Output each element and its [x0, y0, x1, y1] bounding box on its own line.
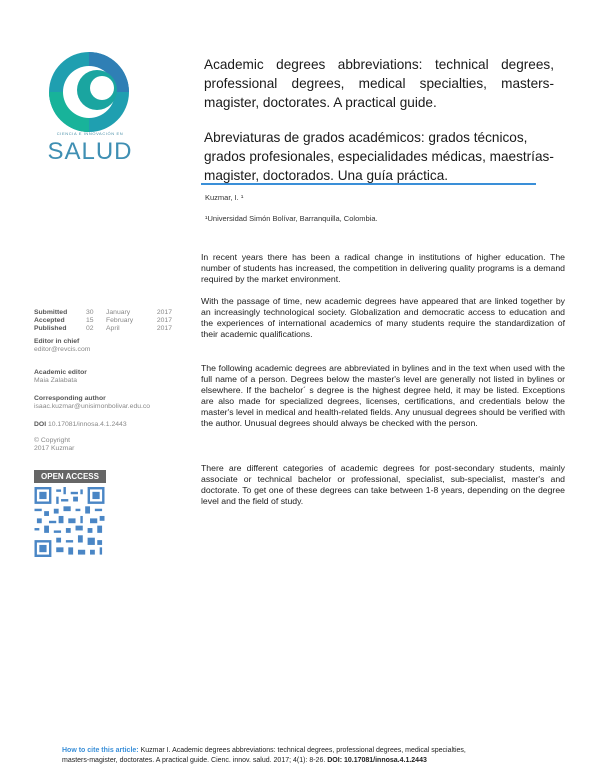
date-month: January — [106, 309, 131, 316]
academic-editor-label: Academic editor — [34, 369, 87, 376]
date-day: 02 — [86, 325, 94, 333]
editor-in-chief — [34, 338, 90, 354]
academic-editor-name: Maia Zalabata — [34, 377, 78, 385]
date-month: April — [106, 325, 120, 333]
citation-text-2: masters-magister, doctorates. A practical guide. Cienc. innov. salud. 2017; 4(1): 8-26. — [62, 757, 326, 764]
date-label: Accepted — [34, 317, 65, 325]
copyright-holder: 2017 Kuzmar — [34, 445, 75, 453]
date-year: 2017 — [156, 317, 172, 325]
academic-editor — [34, 369, 87, 385]
date-month: February — [106, 317, 134, 325]
date-row-accepted — [34, 317, 174, 325]
affiliation-line: ¹Universidad Simón Bolívar, Barranquilla, Colombia. — [205, 214, 378, 223]
date-day: 15 — [86, 317, 94, 325]
doi-value[interactable]: 10.17081/innosa.4.1.2443 — [47, 421, 127, 428]
body-paragraph-1: In recent years there has been a radical change in institutions of higher education. The number of students has increased, the competition in delivering quality programs is a demand required by the market environment. — [201, 252, 565, 284]
corresponding-author-label: Corresponding author — [34, 395, 106, 402]
copyright-line: © Copyright — [34, 437, 70, 444]
date-day: 30 — [86, 309, 94, 316]
date-label: Published — [34, 325, 67, 333]
editor-in-chief-email[interactable]: editor@revcis.com — [34, 346, 91, 354]
copyright-block — [34, 437, 74, 453]
logo-wordmark: SALUD — [47, 138, 133, 165]
citation-line-1 — [62, 747, 466, 754]
title-divider — [201, 183, 536, 185]
citation-line-2 — [62, 757, 427, 764]
doi-label: DOI — [34, 421, 47, 428]
body-paragraph-3: The following academic degrees are abbreviated in bylines and in the text when used with the full name of a person. Degrees below the master's level are generally not listed in bylines or elsewhere. If the bachelor´ s degree is the highest degree held, it may be listed. Exceptions are also made for specialized degrees, licenses, certifications, and credentials below the master's level in medical and health-related fields. Any unusual degrees should be verified with the author. Unusual degrees should always be checked with the person. — [201, 363, 565, 428]
citation-doi[interactable]: DOI: 10.17081/innosa.4.1.2443 — [327, 757, 427, 764]
journal-logo-icon — [47, 50, 131, 134]
editor-in-chief-label: Editor in chief — [34, 338, 80, 345]
citation-text-1: Kuzmar I. Academic degrees abbreviations: technical degrees, professional degrees, medical specialties, — [140, 747, 466, 754]
author-line: Kuzmar, I. ¹ — [205, 193, 244, 202]
body-paragraph-2: With the passage of time, new academic degrees have appeared that are linked together by an increasingly technological society. Globalization and democratic access to education and the experiences of international academics of many students require the standardization of their academic qualifications. — [201, 296, 565, 339]
dates-block — [34, 309, 174, 334]
doi-line — [34, 421, 127, 429]
qr-code-icon[interactable] — [34, 487, 105, 557]
date-row-submitted — [34, 309, 174, 317]
date-row-published — [34, 325, 174, 333]
title-english: Academic degrees abbreviations: technical degrees, professional degrees, medical specialties, masters-magister, doctorates. A practical guide. — [204, 57, 554, 110]
date-year: 2017 — [156, 325, 172, 333]
title-spanish: Abreviaturas de grados académicos: grados técnicos, grados profesionales, especialidades médicas, maestrías-magister, doctorados. Una guía práctica. — [204, 130, 554, 183]
corresponding-author — [34, 395, 150, 411]
body-paragraph-4: There are different categories of academic degrees for post-secondary students, mainly associate or technical bachelor or professional, specialist, sub-specialist, master's and doctorate. To get one of these degrees can take between 1-8 years, depending on the degree level and the field of study. — [201, 463, 565, 506]
date-label: Submitted — [34, 309, 68, 316]
corresponding-author-email[interactable]: isaac.kuzmar@unisimonbolivar.edu.co — [34, 403, 151, 411]
citation-label: How to cite this article: — [62, 747, 139, 754]
logo-subtitle: CIENCIA E INNOVACIÓN EN — [56, 131, 124, 136]
open-access-badge: OPEN ACCESS — [34, 470, 106, 483]
date-year: 2017 — [156, 309, 172, 316]
